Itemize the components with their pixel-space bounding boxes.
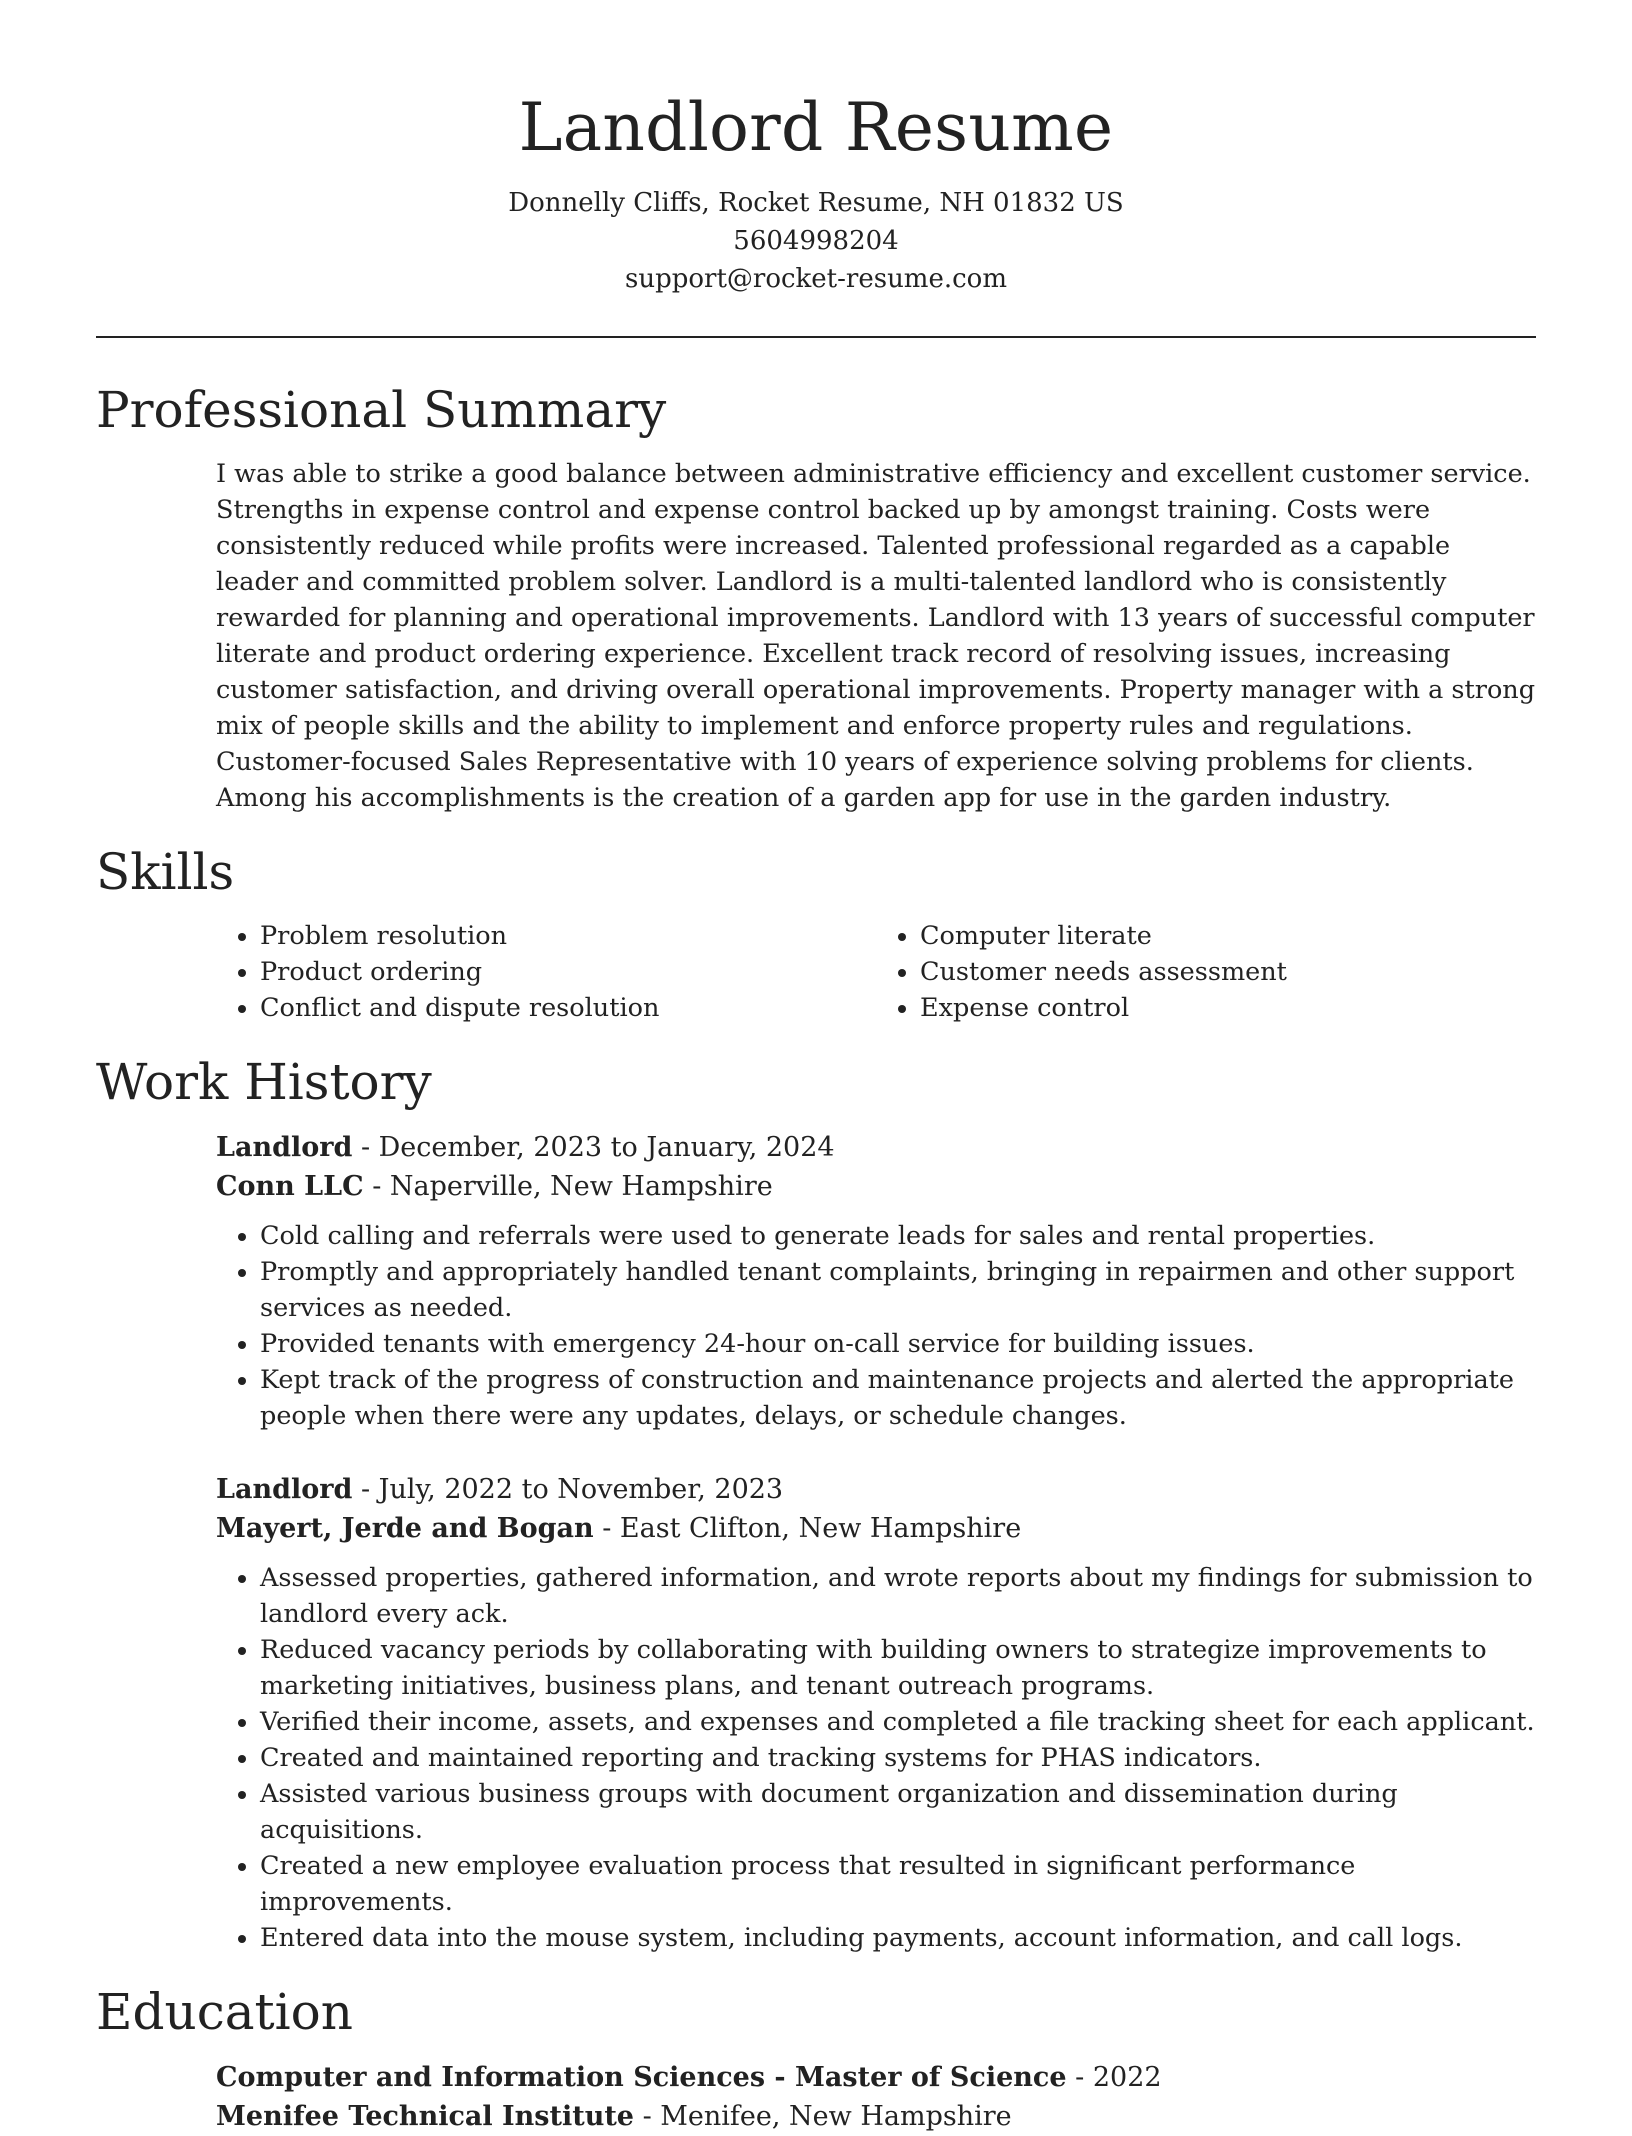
contact-phone: 5604998204 bbox=[733, 226, 899, 256]
skill-item: • Conflict and dispute resolution bbox=[260, 990, 876, 1026]
header-divider bbox=[96, 336, 1536, 338]
skill-item: • Expense control bbox=[920, 990, 1536, 1026]
education-year: - 2022 bbox=[1066, 2062, 1162, 2093]
work-history-heading: Work History bbox=[96, 1053, 432, 1111]
skills-body bbox=[216, 918, 1536, 1026]
skill-item: • Computer literate bbox=[920, 918, 1536, 954]
skills-list-right bbox=[876, 918, 1536, 1026]
contact-address: Donnelly Cliffs, Rocket Resume, NH 01832 US bbox=[508, 188, 1124, 218]
skill-item: • Problem resolution bbox=[260, 918, 876, 954]
job-bullet: • Reduced vacancy periods by collaborating with building owners to strategize improvements to marketing initiatives, business plans, and tenant outreach programs. bbox=[260, 1632, 1536, 1704]
skill-item: • Customer needs assessment bbox=[920, 954, 1536, 990]
job-bullet: • Created a new employee evaluation process that resulted in significant performance improvements. bbox=[260, 1848, 1536, 1920]
summary-heading: Professional Summary bbox=[96, 381, 667, 439]
job-bullet: • Promptly and appropriately handled tenant complaints, bringing in repairmen and other support services as needed. bbox=[260, 1254, 1536, 1326]
education-degree: - Master of Science bbox=[765, 2062, 1067, 2093]
summary-section bbox=[96, 378, 1536, 816]
education-section bbox=[96, 1980, 1536, 2136]
job-company: Conn LLC bbox=[216, 1171, 364, 1202]
job-role: Landlord bbox=[216, 1474, 353, 1505]
job-dates: - December, 2023 to January, 2024 bbox=[352, 1132, 835, 1163]
job-title-line bbox=[216, 1128, 1536, 1167]
job-bullet: • Provided tenants with emergency 24-hour on-call service for building issues. bbox=[260, 1326, 1536, 1362]
job-location: - East Clifton, New Hampshire bbox=[593, 1513, 1022, 1544]
job-bullets bbox=[216, 1560, 1536, 1956]
job-entry bbox=[216, 1128, 1536, 1434]
job-bullet: • Verified their income, assets, and expenses and completed a file tracking sheet for each applicant. bbox=[260, 1704, 1536, 1740]
job-company-line bbox=[216, 1167, 1536, 1206]
job-bullet: • Entered data into the mouse system, including payments, account information, and call logs. bbox=[260, 1920, 1536, 1956]
education-location: - Menifee, New Hampshire bbox=[634, 2101, 1012, 2132]
education-school: Menifee Technical Institute bbox=[216, 2101, 634, 2132]
job-bullet: • Assessed properties, gathered information, and wrote reports about my findings for submission to landlord every ack. bbox=[260, 1560, 1536, 1632]
job-title-line bbox=[216, 1470, 1536, 1509]
education-degree-line bbox=[216, 2058, 1536, 2097]
contact-block bbox=[96, 184, 1536, 298]
job-bullet: • Cold calling and referrals were used to generate leads for sales and rental properties. bbox=[260, 1218, 1536, 1254]
skills-list-left bbox=[216, 918, 876, 1026]
education-field: Computer and Information Sciences bbox=[216, 2062, 766, 2093]
education-heading: Education bbox=[96, 1983, 353, 2041]
resume-title: Landlord Resume bbox=[518, 89, 1114, 166]
job-bullet: • Created and maintained reporting and tracking systems for PHAS indicators. bbox=[260, 1740, 1536, 1776]
job-dates: - July, 2022 to November, 2023 bbox=[352, 1474, 784, 1505]
skill-item: • Product ordering bbox=[260, 954, 876, 990]
education-school-line bbox=[216, 2097, 1536, 2136]
job-bullet: • Kept track of the progress of construction and maintenance projects and alerted the appropriate people when there were any updates, delays, or schedule changes. bbox=[260, 1362, 1536, 1434]
skills-column-left bbox=[216, 918, 876, 1026]
skills-section bbox=[96, 840, 1536, 1026]
job-company-line bbox=[216, 1509, 1536, 1548]
job-role: Landlord bbox=[216, 1132, 353, 1163]
skills-heading: Skills bbox=[96, 843, 235, 901]
education-body bbox=[216, 2058, 1536, 2136]
job-bullet: • Assisted various business groups with document organization and dissemination during acquisitions. bbox=[260, 1776, 1536, 1848]
resume-header bbox=[96, 0, 1536, 298]
contact-email: support@rocket-resume.com bbox=[624, 264, 1007, 294]
skills-column-right bbox=[876, 918, 1536, 1026]
job-bullets bbox=[216, 1218, 1536, 1434]
summary-text: I was able to strike a good balance between administrative efficiency and excellent customer service. Strengths in expense control and expense control backed up by amongst training. Costs were consistently reduced while profits were increased. Talented professional regarded as a capable leader and committed problem solver. Landlord is a multi-talented landlord who is consistently rewarded for planning and operational improvements. Landlord with 13 years of successful computer literate and product ordering experience. Excellent track record of resolving issues, increasing customer satisfaction, and driving overall operational improvements. Property manager with a strong mix of people skills and the ability to implement and enforce property rules and regulations. Customer-focused Sales Representative with 10 years of experience solving problems for clients. Among his accomplishments is the creation of a garden app for use in the garden industry. bbox=[216, 459, 1536, 813]
job-entry bbox=[216, 1470, 1536, 1956]
job-location: - Naperville, New Hampshire bbox=[363, 1171, 773, 1202]
skills-grid bbox=[216, 918, 1536, 1026]
work-history-body bbox=[216, 1128, 1536, 1956]
job-company: Mayert, Jerde and Bogan bbox=[216, 1513, 594, 1544]
work-history-section bbox=[96, 1050, 1536, 1956]
